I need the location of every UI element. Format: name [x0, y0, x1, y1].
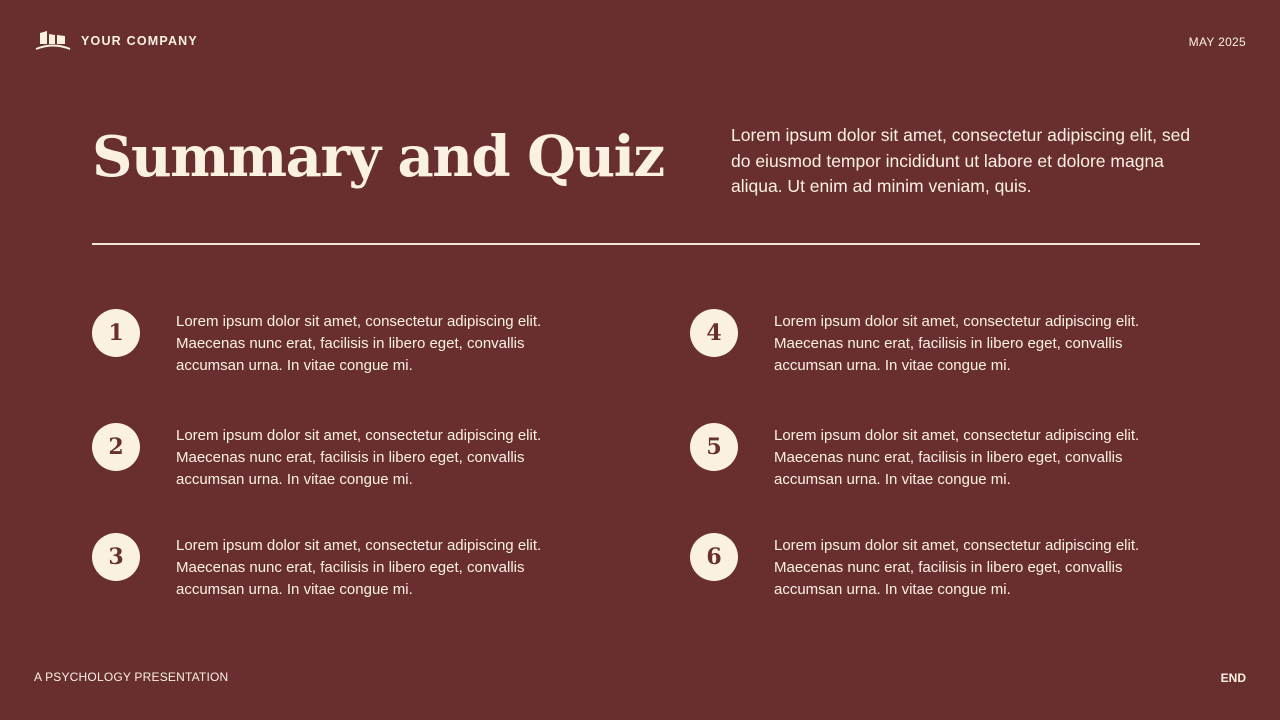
list-item — [690, 533, 1190, 603]
number-badge: 3 — [92, 533, 140, 581]
number-badge: 2 — [92, 423, 140, 471]
item-text: Lorem ipsum dolor sit amet, consectetur adipiscing elit. Maecenas nunc erat, facilisis in libero eget, convallis accumsan urna. In vitae congue mi. — [774, 313, 1140, 374]
item-text: Lorem ipsum dolor sit amet, consectetur adipiscing elit. Maecenas nunc erat, facilisis in libero eget, convallis accumsan urna. In vitae congue mi. — [774, 537, 1140, 598]
list-item — [690, 423, 1190, 493]
building-icon — [35, 30, 71, 52]
list-item — [92, 309, 592, 379]
number-badge: 6 — [690, 533, 738, 581]
number-badge: 4 — [690, 309, 738, 357]
number-badge: 1 — [92, 309, 140, 357]
divider — [92, 243, 1200, 245]
company-logo — [35, 30, 198, 52]
list-item — [92, 533, 592, 603]
page-title: Summary and Quiz — [92, 124, 664, 190]
presentation-date: MAY 2025 — [1188, 35, 1246, 49]
item-text: Lorem ipsum dolor sit amet, consectetur adipiscing elit. Maecenas nunc erat, facilisis in libero eget, convallis accumsan urna. In vitae congue mi. — [774, 427, 1140, 488]
list-item — [92, 423, 592, 493]
number-badge: 5 — [690, 423, 738, 471]
company-name: YOUR COMPANY — [81, 34, 198, 48]
footer-presentation-label: A PSYCHOLOGY PRESENTATION — [34, 670, 229, 684]
item-text: Lorem ipsum dolor sit amet, consectetur adipiscing elit. Maecenas nunc erat, facilisis in libero eget, convallis accumsan urna. In vitae congue mi. — [176, 427, 542, 488]
item-text: Lorem ipsum dolor sit amet, consectetur adipiscing elit. Maecenas nunc erat, facilisis in libero eget, convallis accumsan urna. In vitae congue mi. — [176, 537, 542, 598]
item-text: Lorem ipsum dolor sit amet, consectetur adipiscing elit. Maecenas nunc erat, facilisis in libero eget, convallis accumsan urna. In vitae congue mi. — [176, 313, 542, 374]
list-item — [690, 309, 1190, 379]
footer-end-label: END — [1220, 671, 1246, 685]
intro-paragraph: Lorem ipsum dolor sit amet, consectetur adipiscing elit, sed do eiusmod tempor incididunt ut labore et dolore magna aliqua. Ut enim ad minim veniam, quis. — [731, 125, 1191, 196]
